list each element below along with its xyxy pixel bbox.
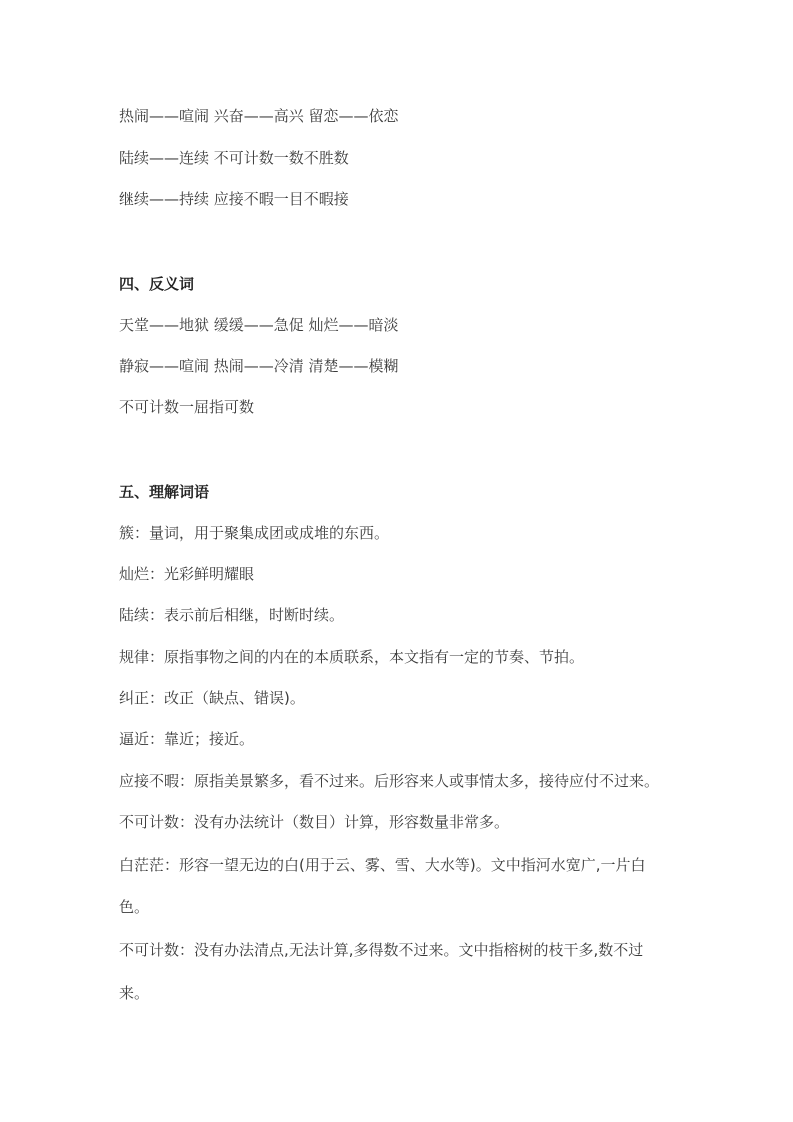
definition-line: 应接不暇：原指美景繁多，看不过来。后形容来人或事情太多，接待应付不过来。 — [119, 772, 660, 790]
section-heading-vocabulary: 五、理解词语 — [119, 483, 210, 501]
definition-line: 簇：量词，用于聚集成团或成堆的东西。 — [119, 524, 390, 542]
definition-line-continuation: 来。 — [119, 984, 150, 1002]
synonym-line-2: 陆续——连续 不可计数一数不胜数 — [119, 149, 349, 167]
definition-line-continuation: 色。 — [119, 898, 150, 916]
antonym-line-3: 不可计数一屈指可数 — [119, 398, 255, 416]
synonym-line-3: 继续——持续 应接不暇一目不暇接 — [119, 190, 349, 208]
definition-line: 陆续：表示前后相继，时断时续。 — [119, 606, 345, 624]
definition-line: 不可计数：没有办法统计（数目）计算，形容数量非常多。 — [119, 813, 510, 831]
section-heading-antonyms: 四、反义词 — [119, 275, 195, 293]
antonym-line-1: 天堂——地狱 缓缓——急促 灿烂——暗淡 — [119, 316, 399, 334]
definition-line: 不可计数：没有办法清点,无法计算,多得数不过来。文中指榕树的枝干多,数不过 — [119, 941, 644, 959]
definition-line: 灿烂：光彩鲜明耀眼 — [119, 565, 255, 583]
synonym-line-1: 热闹——喧闹 兴奋——高兴 留恋——依恋 — [119, 107, 399, 125]
antonym-line-2: 静寂——喧闹 热闹——冷清 清楚——模糊 — [119, 357, 399, 375]
definition-line: 逼近：靠近；接近。 — [119, 730, 255, 748]
definition-line: 纠正：改正（缺点、错误)。 — [119, 689, 305, 707]
definition-line: 白茫茫：形容一望无边的白(用于云、雾、雪、大水等)。文中指河水宽广,一片白 — [119, 856, 646, 874]
definition-line: 规律：原指事物之间的内在的本质联系，本文指有一定的节奏、节拍。 — [119, 648, 585, 666]
